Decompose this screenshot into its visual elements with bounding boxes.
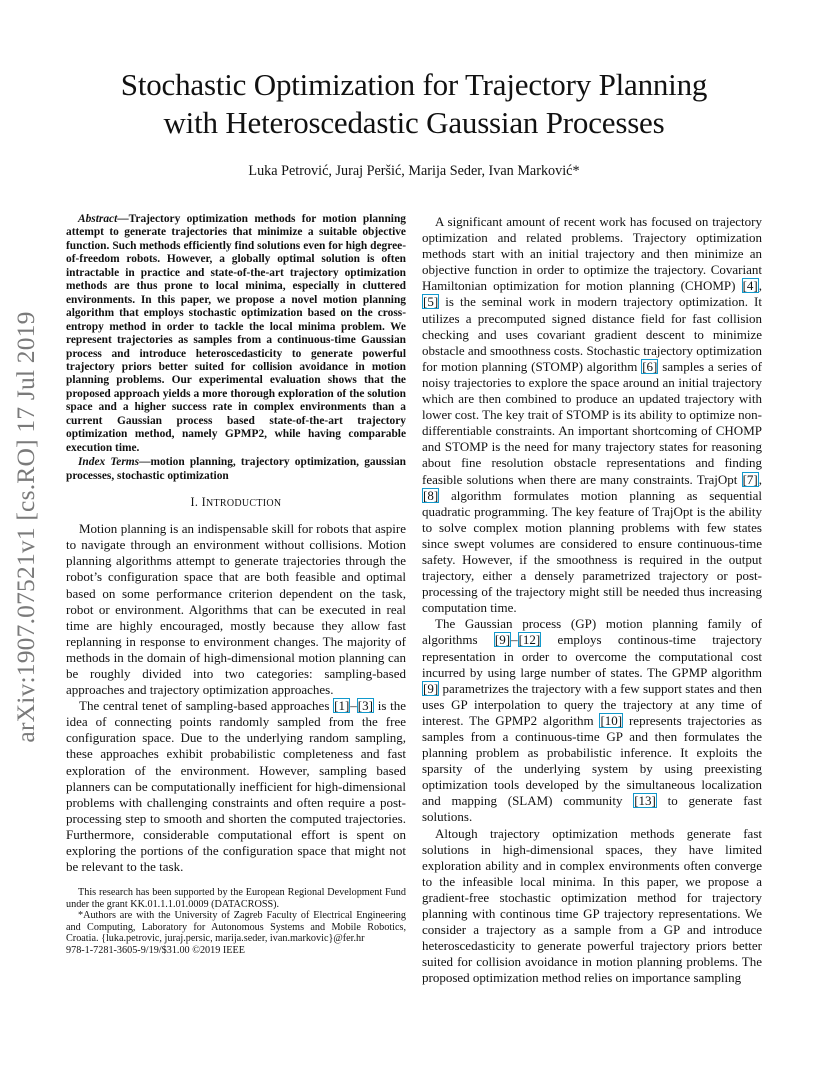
citation-link-7[interactable]: [7] (742, 471, 758, 487)
index-terms-label: Index Terms (78, 456, 140, 469)
title-line-1: Stochastic Optimization for Trajectory Planning (120, 67, 708, 102)
citation-link-1[interactable]: [1] (334, 698, 350, 714)
footnotes (66, 887, 406, 957)
paper-title (60, 66, 768, 142)
abstract (66, 213, 406, 455)
citation-link-5[interactable]: [5] (423, 294, 439, 310)
intro-paragraph-2 (66, 698, 406, 875)
abstract-text: —Trajectory optimization methods for motion planning attempt to generate trajectories that minimize a suitable objective function. Such methods efficiently find solutions even for high degree-of-freedom robots. However, a globally optimal solution is often intractable in practice and state-of-the-art trajectory optimization methods are thus prone to local minima, especially in cluttered environments. In this paper, we propose a novel motion planning algorithm that employs stochastic optimization based on the cross-entropy method in order to tackle the local minima problem. We represent trajectories as samples from a continuous-time Gaussian process and introduce heteroscedasticity to generate powerful trajectory priors better suited for collision avoidance in motion planning problems. Our experimental evaluation shows that the proposed approach yields a more thorough exploration of the solution space and a higher success rate in complex environments than a current Gaussian process based state-of-the-art trajectory optimization method, namely GPMP2, while having comparable execution time. (66, 213, 406, 454)
left-column (66, 213, 406, 875)
text-span: algorithm formulates motion planning as sequential quadratic programming. The key feature of TrajOpt is the ability to solve complex motion planning problems with few states since swept volumes are considered to ensure continuous-time safety. However, if the smoothness is required in the output trajectory, either a densely parametrized trajectory or post-processing of the trajectory might still be needed thus increasing computation time. (422, 487, 762, 616)
text-span: , (758, 471, 762, 487)
text-span: – (511, 632, 518, 648)
section-first-letter: I (201, 495, 206, 510)
author-list: Luka Petrović, Juraj Peršić, Marija Seder, Ivan Marković* (248, 163, 580, 179)
citation-link-8[interactable]: [8] (423, 487, 439, 503)
citation-link-9[interactable]: [9] (494, 632, 511, 648)
related-work-paragraph-2 (422, 616, 762, 825)
section-number: I. (190, 495, 202, 510)
citation-link-9b[interactable]: [9] (423, 680, 439, 696)
text-span: is the idea of connecting points randomly sampled from the free configuration space. Due to the underlying random sampling, these approaches exhibit probabilistic completeness and fast exploration of the environment. However, sampling based planners can be computationally inefficient for high-dimensional problems with challenging constraints and often require a post-processing step to smooth and shorten the computed trajectories. Furthermore, considerable computational effort is spent on exploring the portions of the configuration space that might not be relevant to the task. (66, 698, 406, 875)
citation-link-12[interactable]: [12] (518, 632, 541, 648)
text-span: , (758, 278, 762, 294)
text-span: A significant amount of recent work has focused on trajectory optimization and related problems. Trajectory optimization methods start with an initial trajectory and then minimize an objective function in order to optimize the trajectory. Covariant Hamiltonian optimization for motion planning (CHOMP) (422, 214, 762, 294)
citation-link-4[interactable]: [4] (742, 278, 758, 294)
citation-link-3[interactable]: [3] (357, 698, 373, 714)
citation-link-6[interactable]: [6] (642, 358, 658, 374)
text-span: samples a series of noisy trajectories to explore the space around an initial trajectory which are then combined to produce an updated trajectory with lower cost. The key trait of STOMP is its ability to optimize non-differentiable constraints. An important shortcoming of CHOMP and STOMP is the need for many trajectory states for reasoning about fine resolution obstacle representations and finding feasible solutions when there are many constraints. TrajOpt (422, 358, 762, 487)
copyright-line: 978-1-7281-3605-9/19/$31.00 ©2019 IEEE (66, 944, 245, 956)
section-heading-introduction (66, 494, 406, 512)
arxiv-identifier (2, 296, 50, 758)
section-title-rest: NTRODUCTION (205, 498, 282, 510)
text-span: represents trajectories as samples from a continuous-time GP and then formulates the planning problem as probabilistic inference. It exploits the sparsity of the underlying system by using preexisting optimization tools developed by the simultaneous localization and mapping (SLAM) community (422, 712, 762, 809)
text-span: The central tenet of sampling-based approaches (79, 698, 334, 714)
contribution-paragraph: Altough trajectory optimization methods generate fast solutions in high-dimensional spaces, they have limited exploration ability and in complex environments often converge to the infeasible local minima. In this paper, we propose a gradient-free stochastic optimization method for trajectory planning with continous time GP trajectory representations. We consider a trajectory as a sample from a GP and introduce heteroscedasticity to generate powerful trajectory priors better suited for collision avoidance in motion planning problems. The proposed optimization method relies on importance sampling (422, 825, 762, 986)
text-span: parametrizes the trajectory with a few support states and then uses GP interpolation to query the trajectory at any time of interest. The GPMP2 algorithm (422, 680, 762, 728)
index-terms (66, 456, 406, 483)
text-span: to generate fast solutions. (422, 793, 763, 825)
text-span: The Gaussian process (GP) motion planning family of algorithms (422, 616, 762, 648)
text-span: is the seminal work in modern trajectory optimization. It utilizes a precomputed signed distance field for fast collision checking and uses covariant gradient descent to minimize obstacle and smoothness costs. Stochastic trajectory optimization for motion planning (STOMP) algorithm (422, 294, 762, 374)
title-line-2: with Heteroscedastic Gaussian Processes (163, 105, 665, 140)
intro-paragraph-1: Motion planning is an indispensable skill for robots that aspire to navigate through an environment without collisions. Motion planning algorithms attempt to generate trajectories through the robot’s configuration space that are both feasible and optimal based on some performance criterion dependent on the task, robot or environment. Algorithms that can be executed in real time are highly encouraged, mostly because they allow fast replanning in response to environment changes. The majority of methods in the domain of high-dimensional motion planning can be roughly divided into two categories: sampling-based approaches and trajectory optimization approaches. (66, 521, 406, 698)
citation-link-13[interactable]: [13] (634, 793, 656, 809)
arxiv-identifier-text: arXiv:1907.07521v1 [cs.RO] 17 Jul 2019 (11, 311, 40, 743)
funding-footnote: This research has been supported by the European Regional Development Fund under the grant KK.01.1.1.01.0009 (DATACROSS). (66, 887, 406, 910)
citation-link-10[interactable]: [10] (600, 712, 623, 728)
text-span: – (350, 698, 357, 714)
index-terms-text: —motion planning, trajectory optimization, gaussian processes, stochastic optimization (66, 456, 406, 482)
text-span: employs continous-time trajectory representation in order to overcome the computational cost incurred by using large number of states. The GPMP algorithm (422, 632, 762, 680)
abstract-label: Abstract (78, 213, 118, 225)
affiliation-footnote: *Authors are with the University of Zagreb Faculty of Electrical Engineering and Computing, Laboratory for Autonomous Systems and Mobile Robotics, Croatia. {luka.petrovic, juraj.persic, marija.seder, ivan.markovic}@fer.hr (66, 910, 406, 945)
right-column (422, 214, 762, 987)
related-work-paragraph-1 (422, 214, 762, 616)
